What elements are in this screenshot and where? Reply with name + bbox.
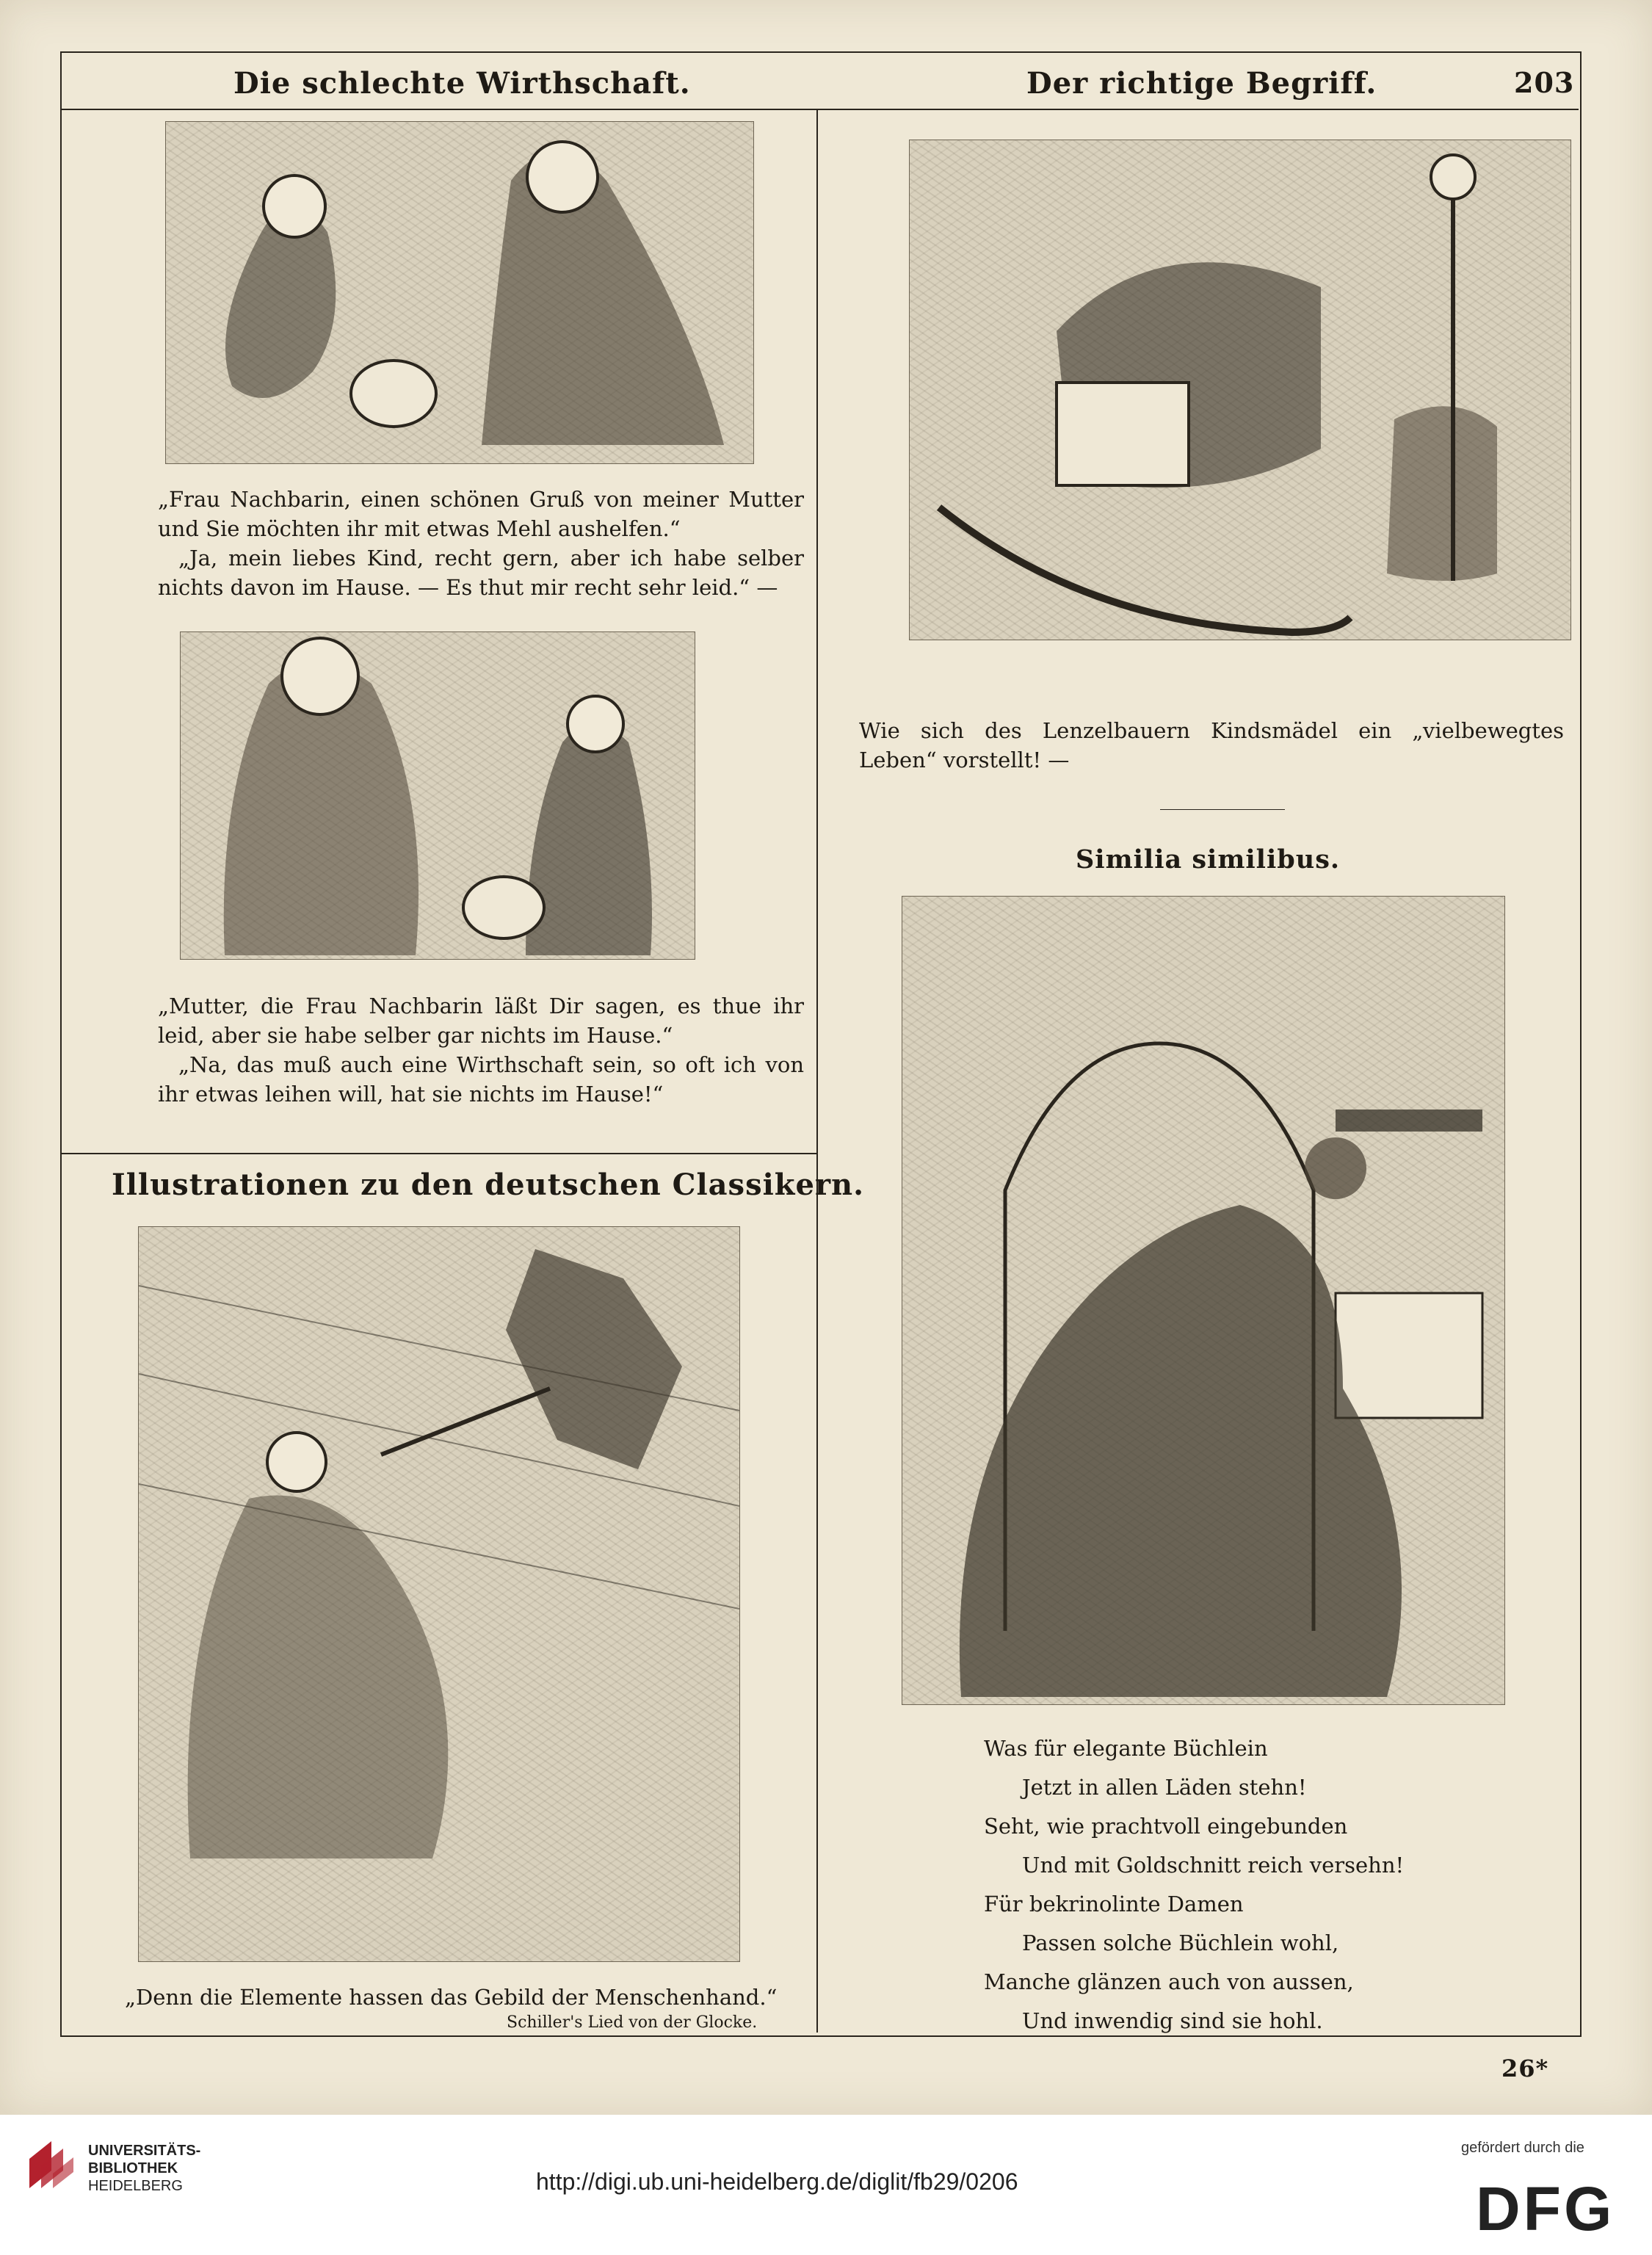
illustration-girl-asks-neighbour	[165, 121, 754, 464]
poem-line-6: Passen solche Büchlein wohl,	[1022, 1930, 1339, 1955]
poem-line-8: Und inwendig sind sie hohl.	[1022, 2008, 1323, 2033]
caption-reply	[158, 991, 804, 1109]
poem-line-1: Was für elegante Büchlein	[984, 1736, 1268, 1761]
attribution-schiller: Schiller's Lied von der Glocke.	[507, 2013, 758, 2032]
poem-line-4: Und mit Goldschnitt reich versehn!	[1022, 1853, 1405, 1878]
poem-line-3: Seht, wie prachtvoll eingebunden	[984, 1814, 1348, 1839]
caption-request-line-2: „Ja, mein liebes Kind, recht gern, aber ich habe selber nichts davon im Hause. — Es thut mir recht sehr leid.“ —	[158, 546, 804, 600]
poem-line-5: Für bekrinolinte Damen	[984, 1892, 1244, 1916]
short-rule	[1160, 809, 1285, 810]
caption-reply-line-1: „Mutter, die Frau Nachbarin läßt Dir sagen, es thue ihr leid, aber sie habe selber gar nichts im Hause.“	[158, 993, 804, 1048]
title-illustrationen: Illustrationen zu den deutschen Classikern.	[112, 1168, 865, 1202]
dfg-logo: DFG	[1476, 2174, 1615, 2243]
title-richtige-begriff: Der richtige Begriff.	[1026, 66, 1377, 101]
library-name-line-2: BIBLIOTHEK	[88, 2160, 178, 2176]
library-name-line-3: HEIDELBERG	[88, 2178, 183, 2194]
header-rule	[60, 109, 1579, 110]
poem	[984, 1729, 1404, 2041]
library-name	[88, 2142, 200, 2195]
signature-number: 26*	[1501, 2055, 1549, 2082]
page-number: 203	[1514, 66, 1575, 99]
title-similia-similibus: Similia similibus.	[1076, 844, 1341, 875]
caption-cradle: Wie sich des Lenzelbauern Kindsmädel ein „vielbewegtes Leben“ vorstellt! —	[859, 718, 1564, 772]
column-divider	[816, 110, 818, 2033]
quote-schiller: „Denn die Elemente hassen das Gebild der Menschenhand.“	[125, 1985, 778, 2010]
poem-line-2: Jetzt in allen Läden stehn!	[1022, 1775, 1307, 1800]
caption-request	[158, 485, 804, 602]
source-url-link[interactable]: http://digi.ub.uni-heidelberg.de/diglit/fb29/0206	[536, 2168, 1018, 2195]
caption-reply-line-2: „Na, das muß auch eine Wirthschaft sein, so oft ich von ihr etwas leihen will, hat sie nichts im Hause!“	[158, 1052, 804, 1107]
caption-request-line-1: „Frau Nachbarin, einen schönen Gruß von meiner Mutter und Sie möchten ihr mit etwas Mehl aushelfen.“	[158, 487, 804, 541]
illustration-girl-reports-to-mother	[180, 631, 695, 960]
library-logo-icon	[22, 2137, 78, 2193]
title-schlechte-wirthschaft: Die schlechte Wirthschaft.	[233, 66, 691, 101]
funding-note: gefördert durch die	[1461, 2140, 1584, 2156]
illustration-lady-at-bookshop	[902, 896, 1505, 1705]
illustration-woman-umbrella-storm	[138, 1226, 740, 1962]
section-rule-left	[60, 1153, 816, 1154]
library-name-line-1: UNIVERSITÄTS-	[88, 2143, 201, 2159]
poem-line-7: Manche glänzen auch von aussen,	[984, 1969, 1354, 1994]
illustration-rocking-cradle	[909, 140, 1571, 640]
